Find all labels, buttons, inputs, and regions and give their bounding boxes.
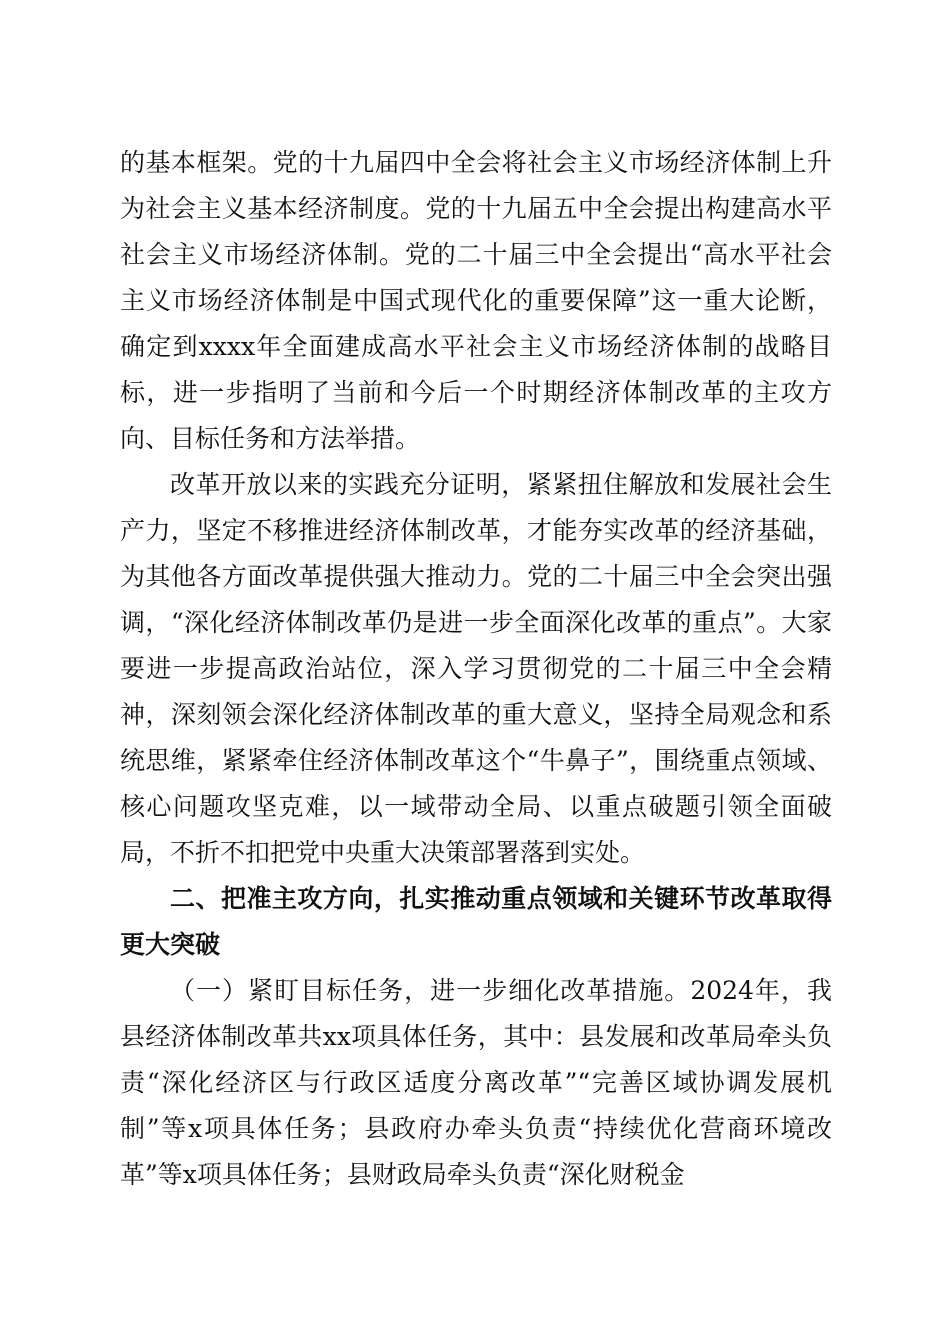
subsection-heading-1: （一）紧盯目标任务，进一步细化改革措施。 — [170, 976, 691, 1005]
section-heading-2: 二、把准主攻方向，扎实推动重点领域和关键环节改革取得更大突破 — [120, 884, 832, 959]
subsection-1-text: 2024年，我县经济体制改革共xx项具体任务，其中：县发展和改革局牵头负责“深化经济区与行政区适度分离改革”“完善区域协调发展机制”等x项具体任务；县政府办牵头负责“持续优化营商环境改革”等x项具体任务；县财政局牵头负责“深化财税金 — [120, 976, 832, 1189]
body-paragraph-continuation: 的基本框架。党的十九届四中全会将社会主义市场经济体制上升为社会主义基本经济制度。党的十九届五中全会提出构建高水平社会主义市场经济体制。党的二十届三中全会提出“高水平社会主义市场经济体制是中国式现代化的重要保障”这一重大论断，确定到xxxx年全面建成高水平社会主义市场经济体制的战略目标，进一步指明了当前和今后一个时期经济体制改革的主攻方向、目标任务和方法举措。 — [120, 148, 832, 453]
document-body — [120, 140, 832, 1198]
body-paragraph-reform-practice: 改革开放以来的实践充分证明，紧紧扭住解放和发展社会生产力，坚定不移推进经济体制改革，才能夯实改革的经济基础，为其他各方面改革提供强大推动力。党的二十届三中全会突出强调，“深化经济体制改革仍是进一步全面深化改革的重点”。大家要进一步提高政治站位，深入学习贯彻党的二十届三中全会精神，深刻领会深化经济体制改革的重大意义，坚持全局观念和系统思维，紧紧牵住经济体制改革这个“牛鼻子”，围绕重点领域、核心问题攻坚克难，以一域带动全局、以重点破题引领全面破局，不折不扣把党中央重大决策部署落到实处。 — [120, 470, 832, 867]
body-paragraph-subsection-1 — [120, 968, 832, 1198]
